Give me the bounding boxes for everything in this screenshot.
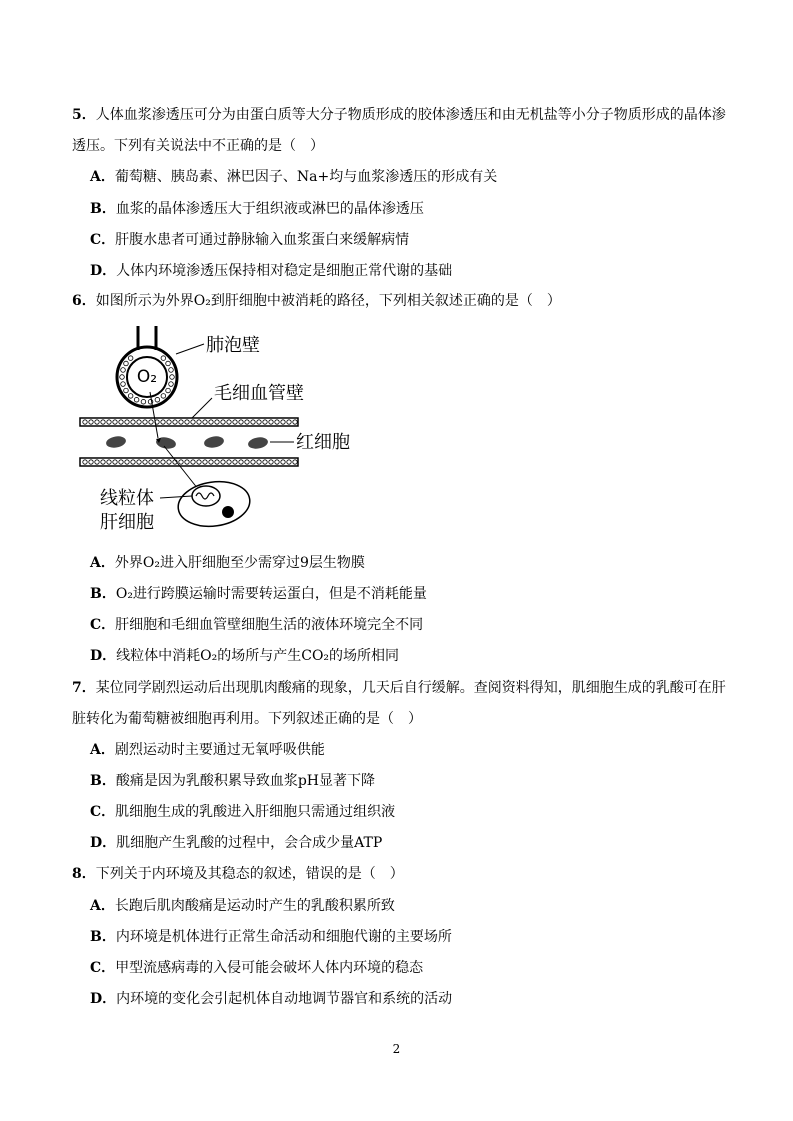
wall-dot: [161, 460, 165, 464]
q7-stem-line1: 7．某位同学剧烈运动后出现肌肉酸痛的现象，几天后自行缓解。查阅资料得知，肌细胞生成的乳酸可在肝: [72, 680, 726, 696]
wall-dot: [293, 420, 297, 424]
wall-dot: [191, 460, 195, 464]
wall-dot: [125, 460, 129, 464]
wall-dot: [95, 460, 99, 464]
q5-text-1: 人体血浆渗透压可分为由蛋白质等大分子物质形成的胶体渗透压和由无机盐等小分子物质形成的晶体渗: [95, 107, 726, 123]
membrane-dot: [121, 368, 126, 373]
wall-dot: [173, 420, 177, 424]
wall-dot: [287, 420, 291, 424]
wall-dot: [155, 460, 159, 464]
wall-dot: [149, 460, 153, 464]
wall-dot: [95, 420, 99, 424]
wall-dot: [221, 420, 225, 424]
wall-dot: [107, 420, 111, 424]
q5-number: 5: [72, 107, 82, 123]
alveolus-label: 肺泡壁: [206, 335, 260, 356]
liver-cell: [175, 477, 252, 531]
membrane-dot: [134, 397, 139, 402]
wall-dot: [227, 460, 231, 464]
membrane-dot: [155, 397, 160, 402]
membrane-dot: [161, 356, 166, 361]
q7-number: 7: [72, 680, 82, 696]
membrane-dot: [166, 361, 171, 366]
q5-stem-line1: 5．人体血浆渗透压可分为由蛋白质等大分子物质形成的胶体渗透压和由无机盐等小分子物质形成的晶体渗: [72, 107, 726, 123]
wall-dot: [203, 460, 207, 464]
q8-text-1: 下列关于内环境及其稳态的叙述，错误的是（ ）: [95, 866, 404, 882]
membrane-dot: [169, 382, 174, 387]
mito-label: 线粒体: [100, 488, 154, 509]
membrane-dot: [128, 394, 133, 399]
q5-option-a: A．葡萄糖、胰岛素、淋巴因子、Na+均与血浆渗透压的形成有关: [90, 169, 498, 185]
q7-option-d: D．肌细胞产生乳酸的过程中，会合成少量ATP: [90, 835, 383, 851]
q6-text-1: 如图所示为外界O₂到肝细胞中被消耗的路径，下列相关叙述正确的是（ ）: [95, 293, 561, 309]
wall-dot: [287, 460, 291, 464]
wall-dot: [101, 420, 105, 424]
wall-dot: [179, 460, 183, 464]
oxygen-pathway-diagram: [72, 322, 372, 532]
wall-dot: [275, 420, 279, 424]
wall-dot: [239, 460, 243, 464]
wall-dot: [257, 420, 261, 424]
o2-label: O₂: [136, 367, 158, 387]
q5-option-b: B．血浆的晶体渗透压大于组织液或淋巴的晶体渗透压: [90, 201, 424, 217]
q5-stem-line2: [72, 135, 324, 155]
capillary-wall-bottom: [80, 458, 298, 466]
wall-dot: [89, 420, 93, 424]
wall-dot: [191, 420, 195, 424]
wall-dot: [113, 460, 117, 464]
wall-dot: [203, 420, 207, 424]
q8-option-a: A．长跑后肌肉酸痛是运动时产生的乳酸积累所致: [90, 898, 395, 914]
wall-dot: [233, 420, 237, 424]
wall-dot: [245, 460, 249, 464]
q7-stem-line2: [72, 708, 422, 728]
wall-dot: [131, 460, 135, 464]
wall-dot: [149, 420, 153, 424]
wall-dot: [251, 460, 255, 464]
q8-stem-line1: 8．下列关于内环境及其稳态的叙述，错误的是（ ）: [72, 866, 404, 882]
wall-dot: [251, 420, 255, 424]
membrane-dot: [124, 388, 129, 393]
wall-dot: [113, 420, 117, 424]
q7-option-b: B．酸痛是因为乳酸积累导致血浆pH显著下降: [90, 773, 376, 789]
wall-dot: [245, 420, 249, 424]
wall-dot: [137, 460, 141, 464]
rbc-label: 红细胞: [296, 432, 350, 453]
q8-option-c: C．甲型流感病毒的入侵可能会破坏人体内环境的稳态: [90, 960, 424, 976]
q6-option-a: A．外界O₂进入肝细胞至少需穿过9层生物膜: [90, 555, 365, 571]
membrane-dot: [170, 375, 175, 380]
wall-dot: [281, 420, 285, 424]
membrane-dot: [121, 382, 126, 387]
wall-dot: [161, 420, 165, 424]
q5-text-2: 透压。下列有关说法中不正确的是（ ）: [72, 138, 324, 154]
capillary-wall-top: [80, 418, 298, 426]
q7-option-c: C．肌细胞生成的乳酸进入肝细胞只需通过组织液: [90, 804, 396, 820]
wall-dot: [221, 460, 225, 464]
page-number: 2: [392, 1042, 401, 1056]
q5-option-d: D．人体内环境渗透压保持相对稳定是细胞正常代谢的基础: [90, 263, 453, 279]
wall-dot: [269, 460, 273, 464]
capillary-label: 毛细血管壁: [214, 383, 304, 404]
q7-text-1: 某位同学剧烈运动后出现肌肉酸痛的现象，几天后自行缓解。查阅资料得知，肌细胞生成的乳酸可在肝: [95, 680, 726, 696]
wall-dot: [227, 420, 231, 424]
q6-option-d: D．线粒体中消耗O₂的场所与产生CO₂的场所相同: [90, 648, 400, 664]
q6-number: 6: [72, 293, 82, 309]
membrane-dot: [161, 394, 166, 399]
wall-dot: [143, 460, 147, 464]
wall-dot: [275, 460, 279, 464]
nucleus: [222, 506, 234, 518]
wall-dot: [209, 460, 213, 464]
wall-dot: [179, 420, 183, 424]
wall-dot: [101, 460, 105, 464]
q8-option-b: B．内环境是机体进行正常生命活动和细胞代谢的主要场所: [90, 929, 452, 945]
q6-option-c: C．肝细胞和毛细血管壁细胞生活的液体环境完全不同: [90, 617, 424, 633]
membrane-dot: [169, 368, 174, 373]
q6-stem-line1: 6．如图所示为外界O₂到肝细胞中被消耗的路径，下列相关叙述正确的是（ ）: [72, 293, 561, 309]
q7-option-a: A．剧烈运动时主要通过无氧呼吸供能: [90, 742, 325, 758]
membrane-dot: [166, 388, 171, 393]
membrane-dot: [128, 356, 133, 361]
wall-dot: [293, 460, 297, 464]
red-blood-cells: [105, 435, 269, 450]
wall-dot: [125, 420, 129, 424]
wall-dot: [281, 460, 285, 464]
wall-dot: [209, 420, 213, 424]
membrane-dot: [141, 399, 146, 404]
q7-text-2: 脏转化为葡萄糖被细胞再利用。下列叙述正确的是（ ）: [72, 711, 422, 727]
wall-dot: [143, 420, 147, 424]
q5-option-c: C．肝腹水患者可通过静脉输入血浆蛋白来缓解病情: [90, 232, 410, 248]
wall-dot: [83, 420, 87, 424]
wall-dot: [233, 460, 237, 464]
wall-dot: [119, 460, 123, 464]
wall-dot: [167, 460, 171, 464]
wall-dot: [107, 460, 111, 464]
wall-dot: [119, 420, 123, 424]
wall-dot: [257, 460, 261, 464]
wall-dot: [269, 420, 273, 424]
membrane-dot: [124, 361, 129, 366]
wall-dot: [263, 460, 267, 464]
wall-dot: [185, 420, 189, 424]
membrane-dot: [120, 375, 125, 380]
wall-dot: [185, 460, 189, 464]
wall-dot: [239, 420, 243, 424]
wall-dot: [131, 420, 135, 424]
wall-dot: [83, 460, 87, 464]
wall-dot: [137, 420, 141, 424]
wall-dot: [197, 420, 201, 424]
wall-dot: [89, 460, 93, 464]
q8-option-d: D．内环境的变化会引起机体自动地调节器官和系统的活动: [90, 991, 453, 1007]
wall-dot: [263, 420, 267, 424]
wall-dot: [215, 420, 219, 424]
liver-label: 肝细胞: [100, 512, 154, 532]
wall-dot: [167, 420, 171, 424]
wall-dot: [215, 460, 219, 464]
wall-dot: [197, 460, 201, 464]
q8-number: 8: [72, 866, 82, 882]
q6-option-b: B．O₂进行跨膜运输时需要转运蛋白，但是不消耗能量: [90, 586, 427, 602]
